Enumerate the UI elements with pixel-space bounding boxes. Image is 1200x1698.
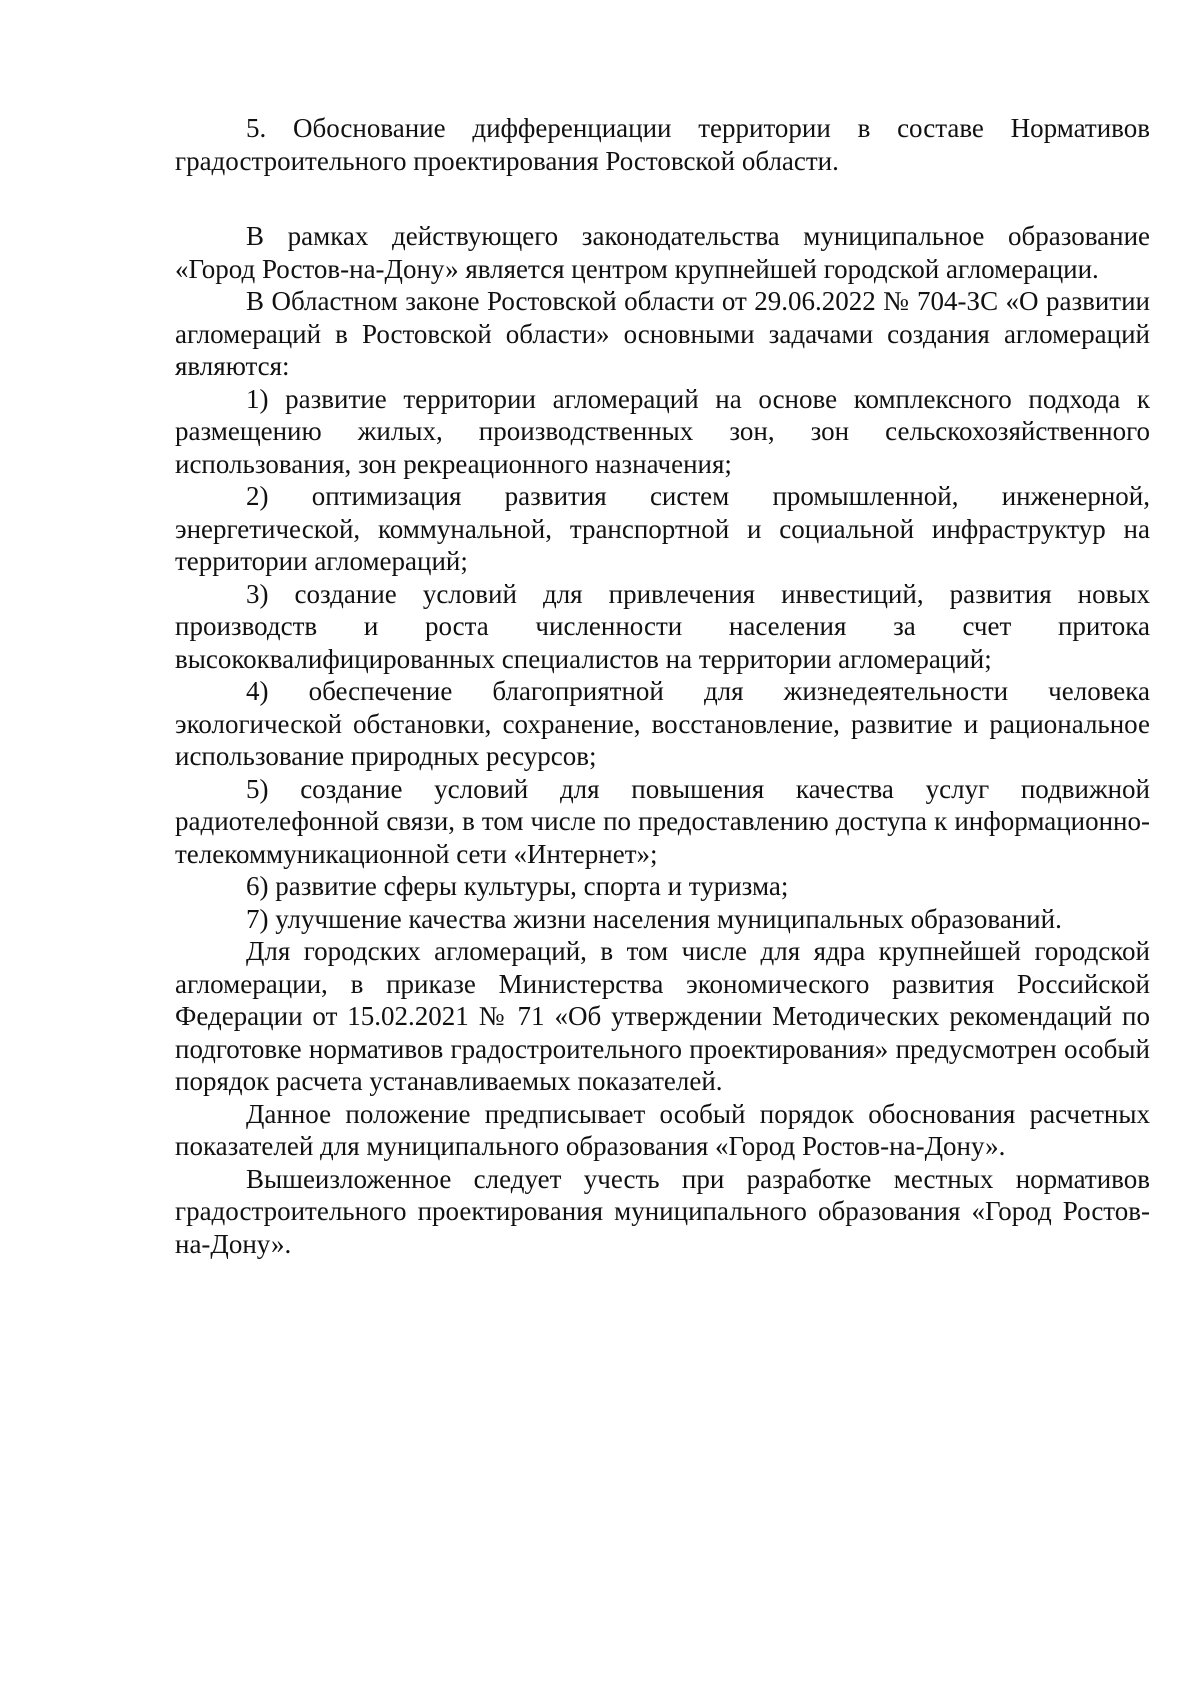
task-item-5: 5) создание условий для повышения качества услуг подвижной радиотелефонной связи, в том числе по предоставлению доступа к информационно-телекоммуникационной сети «Интернет»; xyxy=(175,773,1150,869)
section-heading: 5. Обоснование дифференциации территории в составе Нормативов градостроительного проектирования Ростовской области. xyxy=(175,113,1150,176)
paragraph-conclusion: Вышеизложенное следует учесть при разработке местных нормативов градостроительного проектирования муниципального образования «Город Ростов-на-Дону». xyxy=(175,1163,1150,1259)
task-item-6: 6) развитие сферы культуры, спорта и туризма; xyxy=(246,871,789,901)
paragraph-regional-law: В Областном законе Ростовской области от 29.06.2022 № 704-ЗС «О развитии агломераций в Ростовской области» основными задачами создания агломераций являются: xyxy=(175,286,1150,381)
paragraph-gap xyxy=(175,177,1150,220)
task-item-3: 3) создание условий для привлечения инвестиций, развития новых производств и роста численности населения за счет притока высококвалифицированных специалистов на территории агломераций; xyxy=(175,578,1150,674)
task-item-4: 4) обеспечение благоприятной для жизнедеятельности человека экологической обстановки, сохранение, восстановление, развитие и рациональное использование природных ресурсов; xyxy=(175,676,1150,771)
task-item-2: 2) оптимизация развития систем промышленной, инженерной, энергетической, коммунальной, транспортной и социальной инфраструктур на территории агломераций; xyxy=(175,481,1150,576)
paragraph-agglomeration-center: В рамках действующего законодательства муниципальное образование «Город Ростов-на-Дону» является центром крупнейшей городской агломерации. xyxy=(175,221,1150,284)
task-item-1: 1) развитие территории агломераций на основе комплексного подхода к размещению жилых, производственных зон, зон сельскохозяйственного использования, зон рекреационного назначения; xyxy=(175,383,1150,479)
task-item-7: 7) улучшение качества жизни населения муниципальных образований. xyxy=(246,903,1062,934)
document-page xyxy=(175,112,1150,1260)
paragraph-special-procedure: Данное положение предписывает особый порядок обоснования расчетных показателей для муниципального образования «Город Ростов-на-Дону». xyxy=(175,1098,1150,1161)
paragraph-ministry-order: Для городских агломераций, в том числе для ядра крупнейшей городской агломерации, в приказе Министерства экономического развития Российской Федерации от 15.02.2021 № 71 «Об утверждении Методических рекомендаций по подготовке нормативов градостроительного проектирования» предусмотрен особый порядок расчета устанавливаемых показателей. xyxy=(175,936,1150,1096)
